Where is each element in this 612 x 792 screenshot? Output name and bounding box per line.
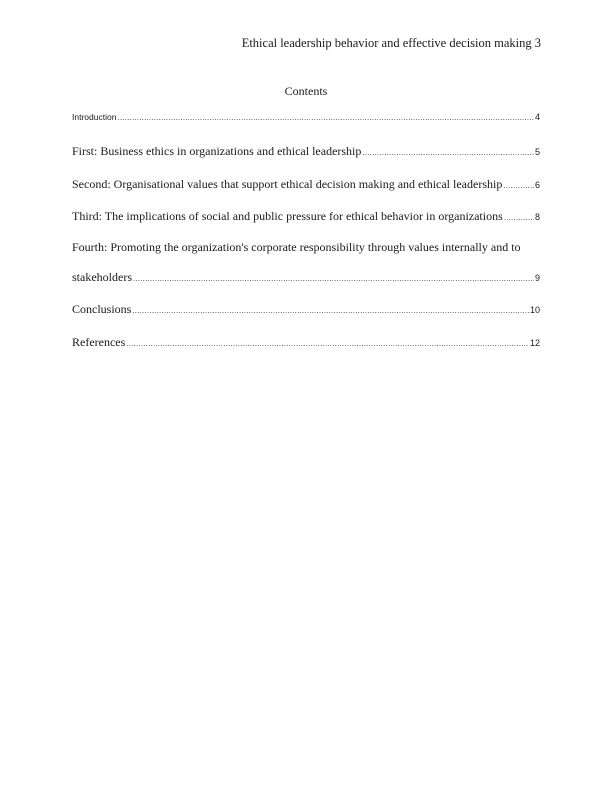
running-head: Ethical leadership behavior and effective decision making 3 (241, 36, 541, 50)
toc-leader-dots (126, 339, 529, 348)
toc-page-number: 4 (534, 112, 540, 122)
toc-entry-references[interactable] (72, 335, 540, 350)
toc-entry-second[interactable] (72, 177, 540, 192)
toc-leader-dots (117, 113, 534, 122)
toc-entry-introduction[interactable] (72, 112, 540, 122)
toc-entry-conclusions[interactable] (72, 302, 540, 317)
toc-entry-text: Conclusions (72, 302, 132, 316)
toc-leader-dots (362, 148, 534, 157)
toc-entry-text: First: Business ethics in organizations and ethical leadership (72, 144, 362, 158)
toc-leader-dots (503, 181, 534, 190)
toc-entry-text: Introduction (72, 112, 117, 122)
toc-page-number: 5 (534, 147, 540, 157)
toc-entry-fourth[interactable] (72, 270, 540, 285)
toc-leader-dots (132, 306, 529, 315)
toc-leader-dots (133, 274, 534, 283)
toc-page-number: 10 (529, 305, 540, 315)
toc-entry-text: Second: Organisational values that support ethical decision making and ethical leadership (72, 177, 503, 191)
toc-page-number: 9 (534, 273, 540, 283)
toc-entry-first[interactable] (72, 144, 540, 159)
toc-leader-dots (504, 213, 534, 222)
toc-entry-fourth-line1[interactable]: Fourth: Promoting the organization's corporate responsibility through values internally and to (72, 240, 521, 254)
toc-entry-text: References (72, 335, 126, 349)
toc-title: Contents (284, 84, 328, 98)
toc-entry-third[interactable] (72, 209, 540, 224)
toc-page-number: 12 (529, 338, 540, 348)
toc-page-number: 6 (534, 180, 540, 190)
toc-entry-text: Third: The implications of social and public pressure for ethical behavior in organizations (72, 209, 503, 223)
toc-entry-text: stakeholders (72, 270, 132, 284)
toc-page-number: 8 (534, 212, 540, 222)
